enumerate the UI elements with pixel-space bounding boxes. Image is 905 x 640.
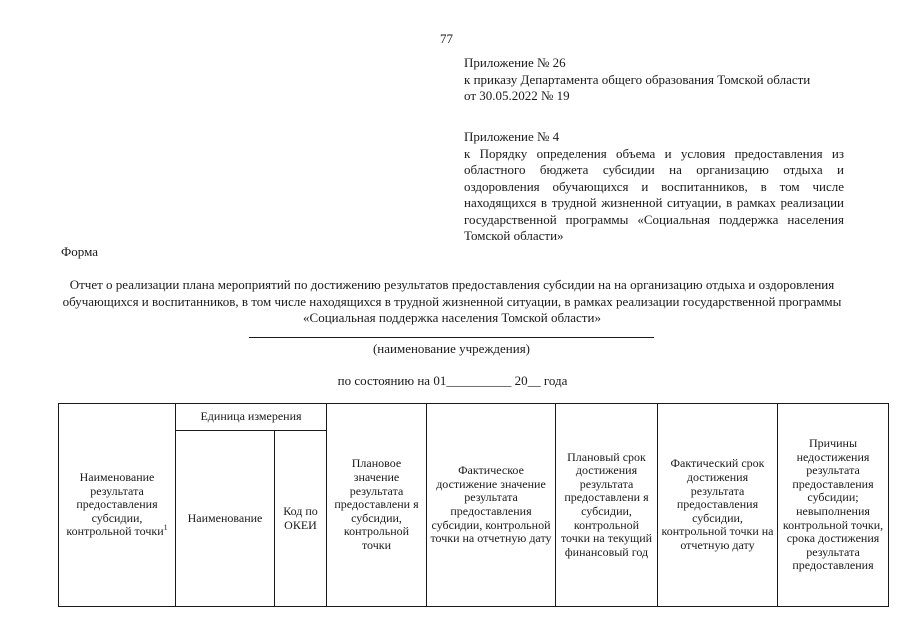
report-table (58, 403, 889, 607)
header-planned-date: Плановый срок достижения результата предоставлени я субсидии, контрольной точки на текущий финансовый год (556, 404, 658, 607)
appendix-26-date-line: от 30.05.2022 № 19 (464, 88, 570, 103)
header-unit-okei: Код по ОКЕИ (275, 431, 327, 607)
header-actual-value: Фактическое достижение значение результата предоставления субсидии, контрольной точки на отчетную дату (427, 404, 556, 607)
report-title: Отчет о реализации плана мероприятий по достижению результатов предоставления субсидии на на организацию отдыха и оздоровления обучающихся и воспитанников, в том числе находящихся в трудной жизненной ситуации, в рамках реализации государственной программы «Социальная поддержка населения Томской области» (62, 277, 842, 325)
footnote-marker: 1 (163, 523, 168, 533)
appendix-4-title: Приложение № 4 (464, 129, 560, 144)
as-of-date-line: по состоянию на 01__________ 20__ года (337, 373, 568, 388)
institution-name-line (249, 337, 654, 338)
header-result-name: Наименование результата предоставления субсидии, контрольной точки$^1$ (59, 404, 176, 607)
appendix-4-text: к Порядку определения объема и условия предоставления из областного бюджета субсидии на организацию отдыха и оздоровления обучающихся и воспитанников, в том числе находящихся в трудной жизненной ситуации, в рамках реализации государственной программы «Социальная поддержка населения Томской области» (464, 145, 844, 243)
appendix-26-block (464, 55, 844, 105)
header-planned-value: Плановое значение результата предоставлени я субсидии, контрольной точки (327, 404, 427, 607)
institution-caption: (наименование учреждения) (372, 341, 531, 356)
appendix-26-order-line: к приказу Департамента общего образования Томской области (464, 71, 811, 87)
header-unit-name: Наименование (176, 431, 275, 607)
appendix-4-block (464, 129, 844, 245)
header-unit-group: Единица измерения (176, 404, 327, 431)
header-actual-date: Фактический срок достижения результата предоставления субсидии, контрольной точки на отчетную дату (658, 404, 778, 607)
appendix-26-title: Приложение № 26 (464, 55, 566, 70)
page-number: 77 (440, 31, 453, 46)
header-reasons: Причины недостижения результата предоставления субсидии; невыполнения контрольной точки, срока достижения результата предоставления (778, 404, 889, 607)
form-label: Форма (61, 244, 98, 259)
